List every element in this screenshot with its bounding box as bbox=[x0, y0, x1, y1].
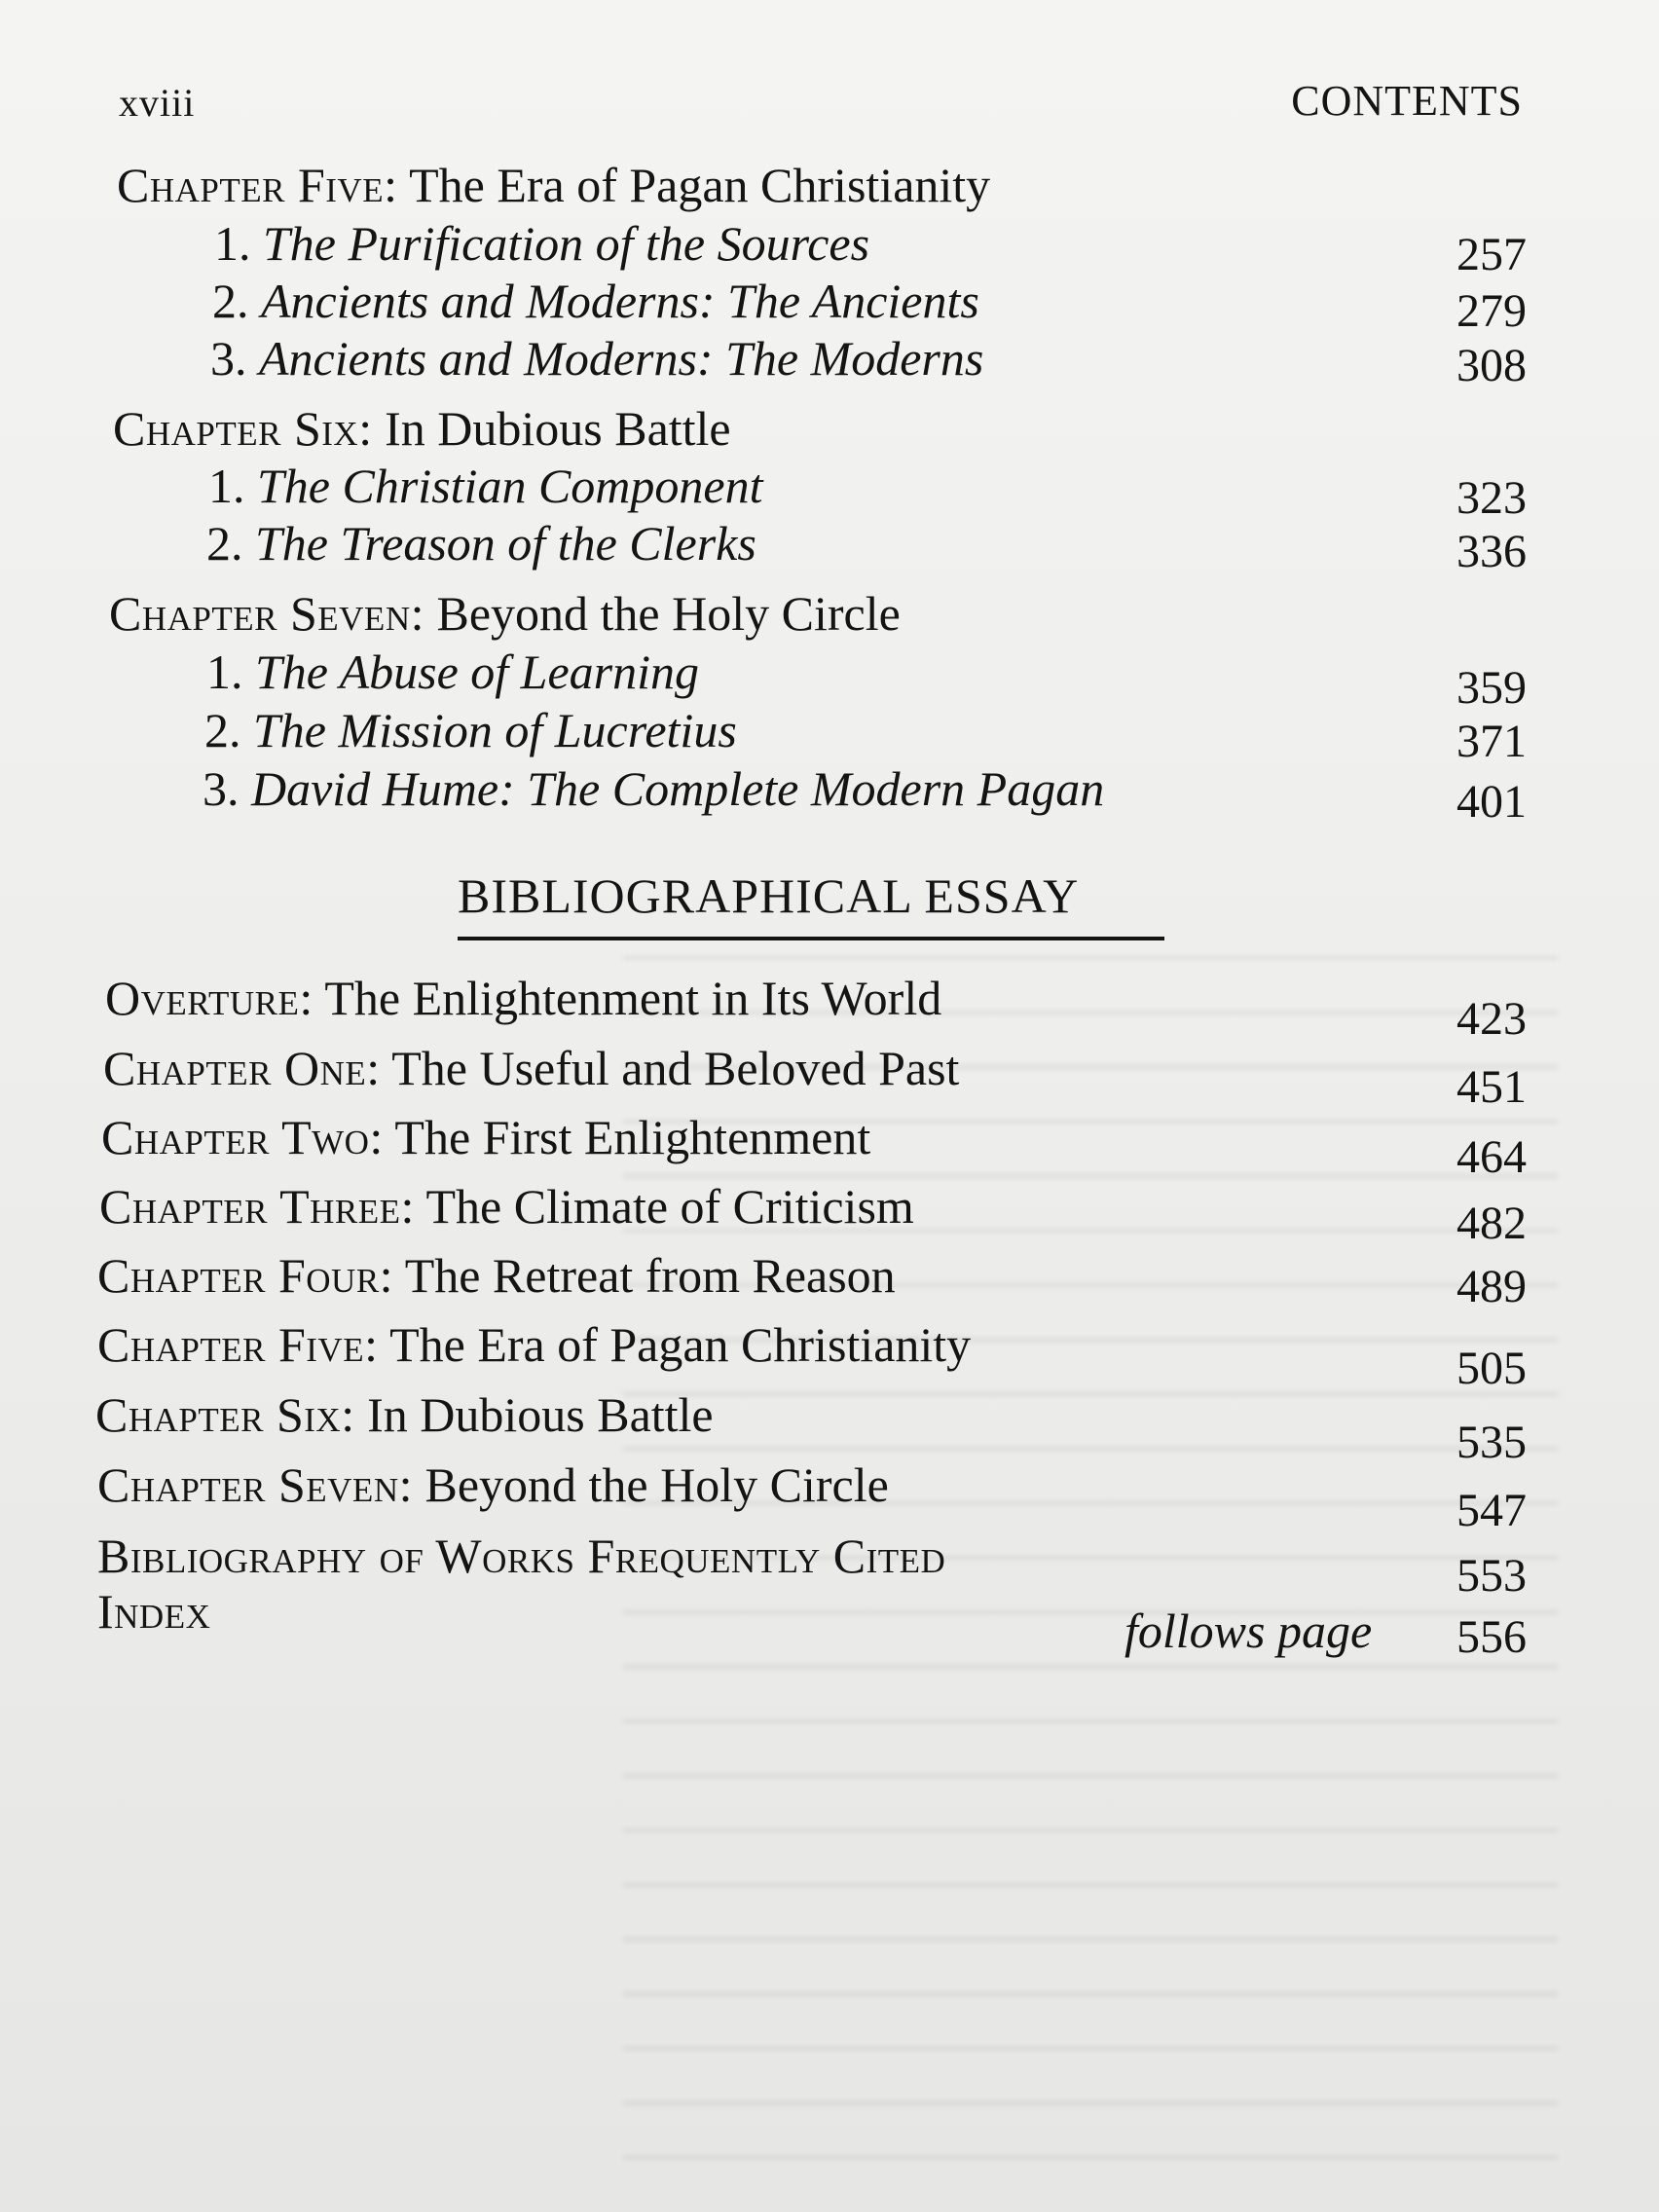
entry-page-number: 556 bbox=[1456, 1611, 1527, 1663]
list-item bbox=[206, 516, 756, 571]
entry-number: 3. bbox=[203, 761, 240, 816]
essay-title: Beyond the Holy Circle bbox=[424, 1457, 889, 1512]
essay-title: The Climate of Criticism bbox=[425, 1179, 914, 1234]
essay-title: The Enlightenment in Its World bbox=[324, 971, 942, 1025]
entry-title: The Christian Component bbox=[257, 459, 763, 513]
entry-page-number: 359 bbox=[1456, 662, 1527, 714]
list-item bbox=[97, 1584, 211, 1639]
essay-title: The Retreat from Reason bbox=[404, 1248, 896, 1303]
bibliography-label: Bibliography of Works Frequently Cited bbox=[97, 1529, 946, 1583]
entry-page-number: 547 bbox=[1456, 1485, 1527, 1536]
list-item bbox=[214, 216, 870, 271]
list-item bbox=[97, 1529, 946, 1583]
entry-page-number: 451 bbox=[1456, 1061, 1527, 1113]
entry-page-number: 535 bbox=[1456, 1417, 1527, 1468]
entry-title: Ancients and Moderns: The Moderns bbox=[259, 331, 984, 386]
list-item bbox=[208, 459, 763, 513]
list-item bbox=[210, 331, 984, 386]
chapter-seven-heading bbox=[109, 586, 901, 641]
chapter-five-heading bbox=[117, 158, 991, 212]
entry-title: Ancients and Moderns: The Ancients bbox=[261, 274, 979, 328]
entry-page-number: 553 bbox=[1456, 1550, 1527, 1602]
list-item bbox=[203, 761, 1105, 816]
entry-page-number: 489 bbox=[1456, 1261, 1527, 1312]
entry-number: 1. bbox=[208, 459, 245, 513]
entry-number: 3. bbox=[210, 331, 247, 386]
list-item bbox=[97, 1317, 972, 1372]
list-item bbox=[99, 1179, 914, 1234]
follows-text: follows page bbox=[1124, 1604, 1373, 1658]
entry-page-number: 464 bbox=[1456, 1131, 1527, 1183]
entry-page-number: 279 bbox=[1456, 285, 1527, 337]
essay-title: The Era of Pagan Christianity bbox=[389, 1317, 972, 1372]
list-item bbox=[206, 645, 700, 699]
entry-page-number: 482 bbox=[1456, 1198, 1527, 1249]
entry-title: The Mission of Lucretius bbox=[253, 703, 737, 757]
list-item bbox=[212, 274, 979, 328]
entry-title: The Purification of the Sources bbox=[263, 216, 870, 271]
list-item bbox=[95, 1387, 714, 1442]
entry-title: The Abuse of Learning bbox=[255, 645, 700, 699]
chapter-label: Chapter Six: bbox=[113, 401, 373, 456]
running-head: CONTENTS bbox=[1291, 77, 1523, 125]
entry-number: 1. bbox=[214, 216, 251, 271]
essay-label: Chapter Five: bbox=[97, 1317, 379, 1372]
folio: xviii bbox=[119, 81, 196, 125]
page-header bbox=[115, 76, 1523, 134]
entry-page-number: 257 bbox=[1456, 229, 1527, 280]
chapter-six-heading bbox=[113, 401, 731, 456]
list-item bbox=[97, 1457, 889, 1512]
list-item bbox=[103, 1041, 960, 1095]
essay-label: Chapter One: bbox=[103, 1041, 381, 1095]
index-label: Index bbox=[97, 1584, 211, 1639]
entry-page-number: 423 bbox=[1456, 993, 1527, 1045]
chapter-title: Beyond the Holy Circle bbox=[436, 586, 901, 641]
entry-page-number: 371 bbox=[1456, 716, 1527, 767]
entry-page-number: 308 bbox=[1456, 340, 1527, 391]
entry-page-number: 336 bbox=[1456, 526, 1527, 577]
section-underline bbox=[458, 937, 1164, 940]
entry-number: 2. bbox=[204, 703, 241, 757]
essay-title: The Useful and Beloved Past bbox=[391, 1041, 960, 1095]
follows-page-note bbox=[1124, 1604, 1373, 1658]
list-item bbox=[101, 1110, 871, 1164]
entry-title: The Treason of the Clerks bbox=[255, 516, 756, 571]
essay-label: Overture: bbox=[105, 971, 313, 1025]
list-item bbox=[204, 703, 737, 757]
chapter-label: Chapter Seven: bbox=[109, 586, 424, 641]
entry-number: 2. bbox=[206, 516, 243, 571]
entry-title: David Hume: The Complete Modern Pagan bbox=[251, 761, 1105, 816]
chapter-title: The Era of Pagan Christianity bbox=[409, 158, 991, 212]
entry-page-number: 505 bbox=[1456, 1343, 1527, 1394]
entry-page-number: 401 bbox=[1456, 776, 1527, 828]
chapter-label: Chapter Five: bbox=[117, 158, 398, 212]
chapter-title: In Dubious Battle bbox=[385, 401, 731, 456]
list-item bbox=[97, 1248, 896, 1303]
essay-title: The First Enlightenment bbox=[394, 1110, 871, 1164]
essay-title: In Dubious Battle bbox=[367, 1387, 714, 1442]
essay-label: Chapter Seven: bbox=[97, 1457, 413, 1512]
entry-page-number: 323 bbox=[1456, 472, 1527, 524]
list-item bbox=[105, 971, 942, 1025]
essay-label: Chapter Three: bbox=[99, 1179, 415, 1234]
entry-number: 2. bbox=[212, 274, 249, 328]
section-heading: BIBLIOGRAPHICAL ESSAY bbox=[458, 868, 1080, 923]
entry-number: 1. bbox=[206, 645, 243, 699]
essay-label: Chapter Two: bbox=[101, 1110, 384, 1164]
essay-label: Chapter Four: bbox=[97, 1248, 394, 1303]
essay-label: Chapter Six: bbox=[95, 1387, 355, 1442]
